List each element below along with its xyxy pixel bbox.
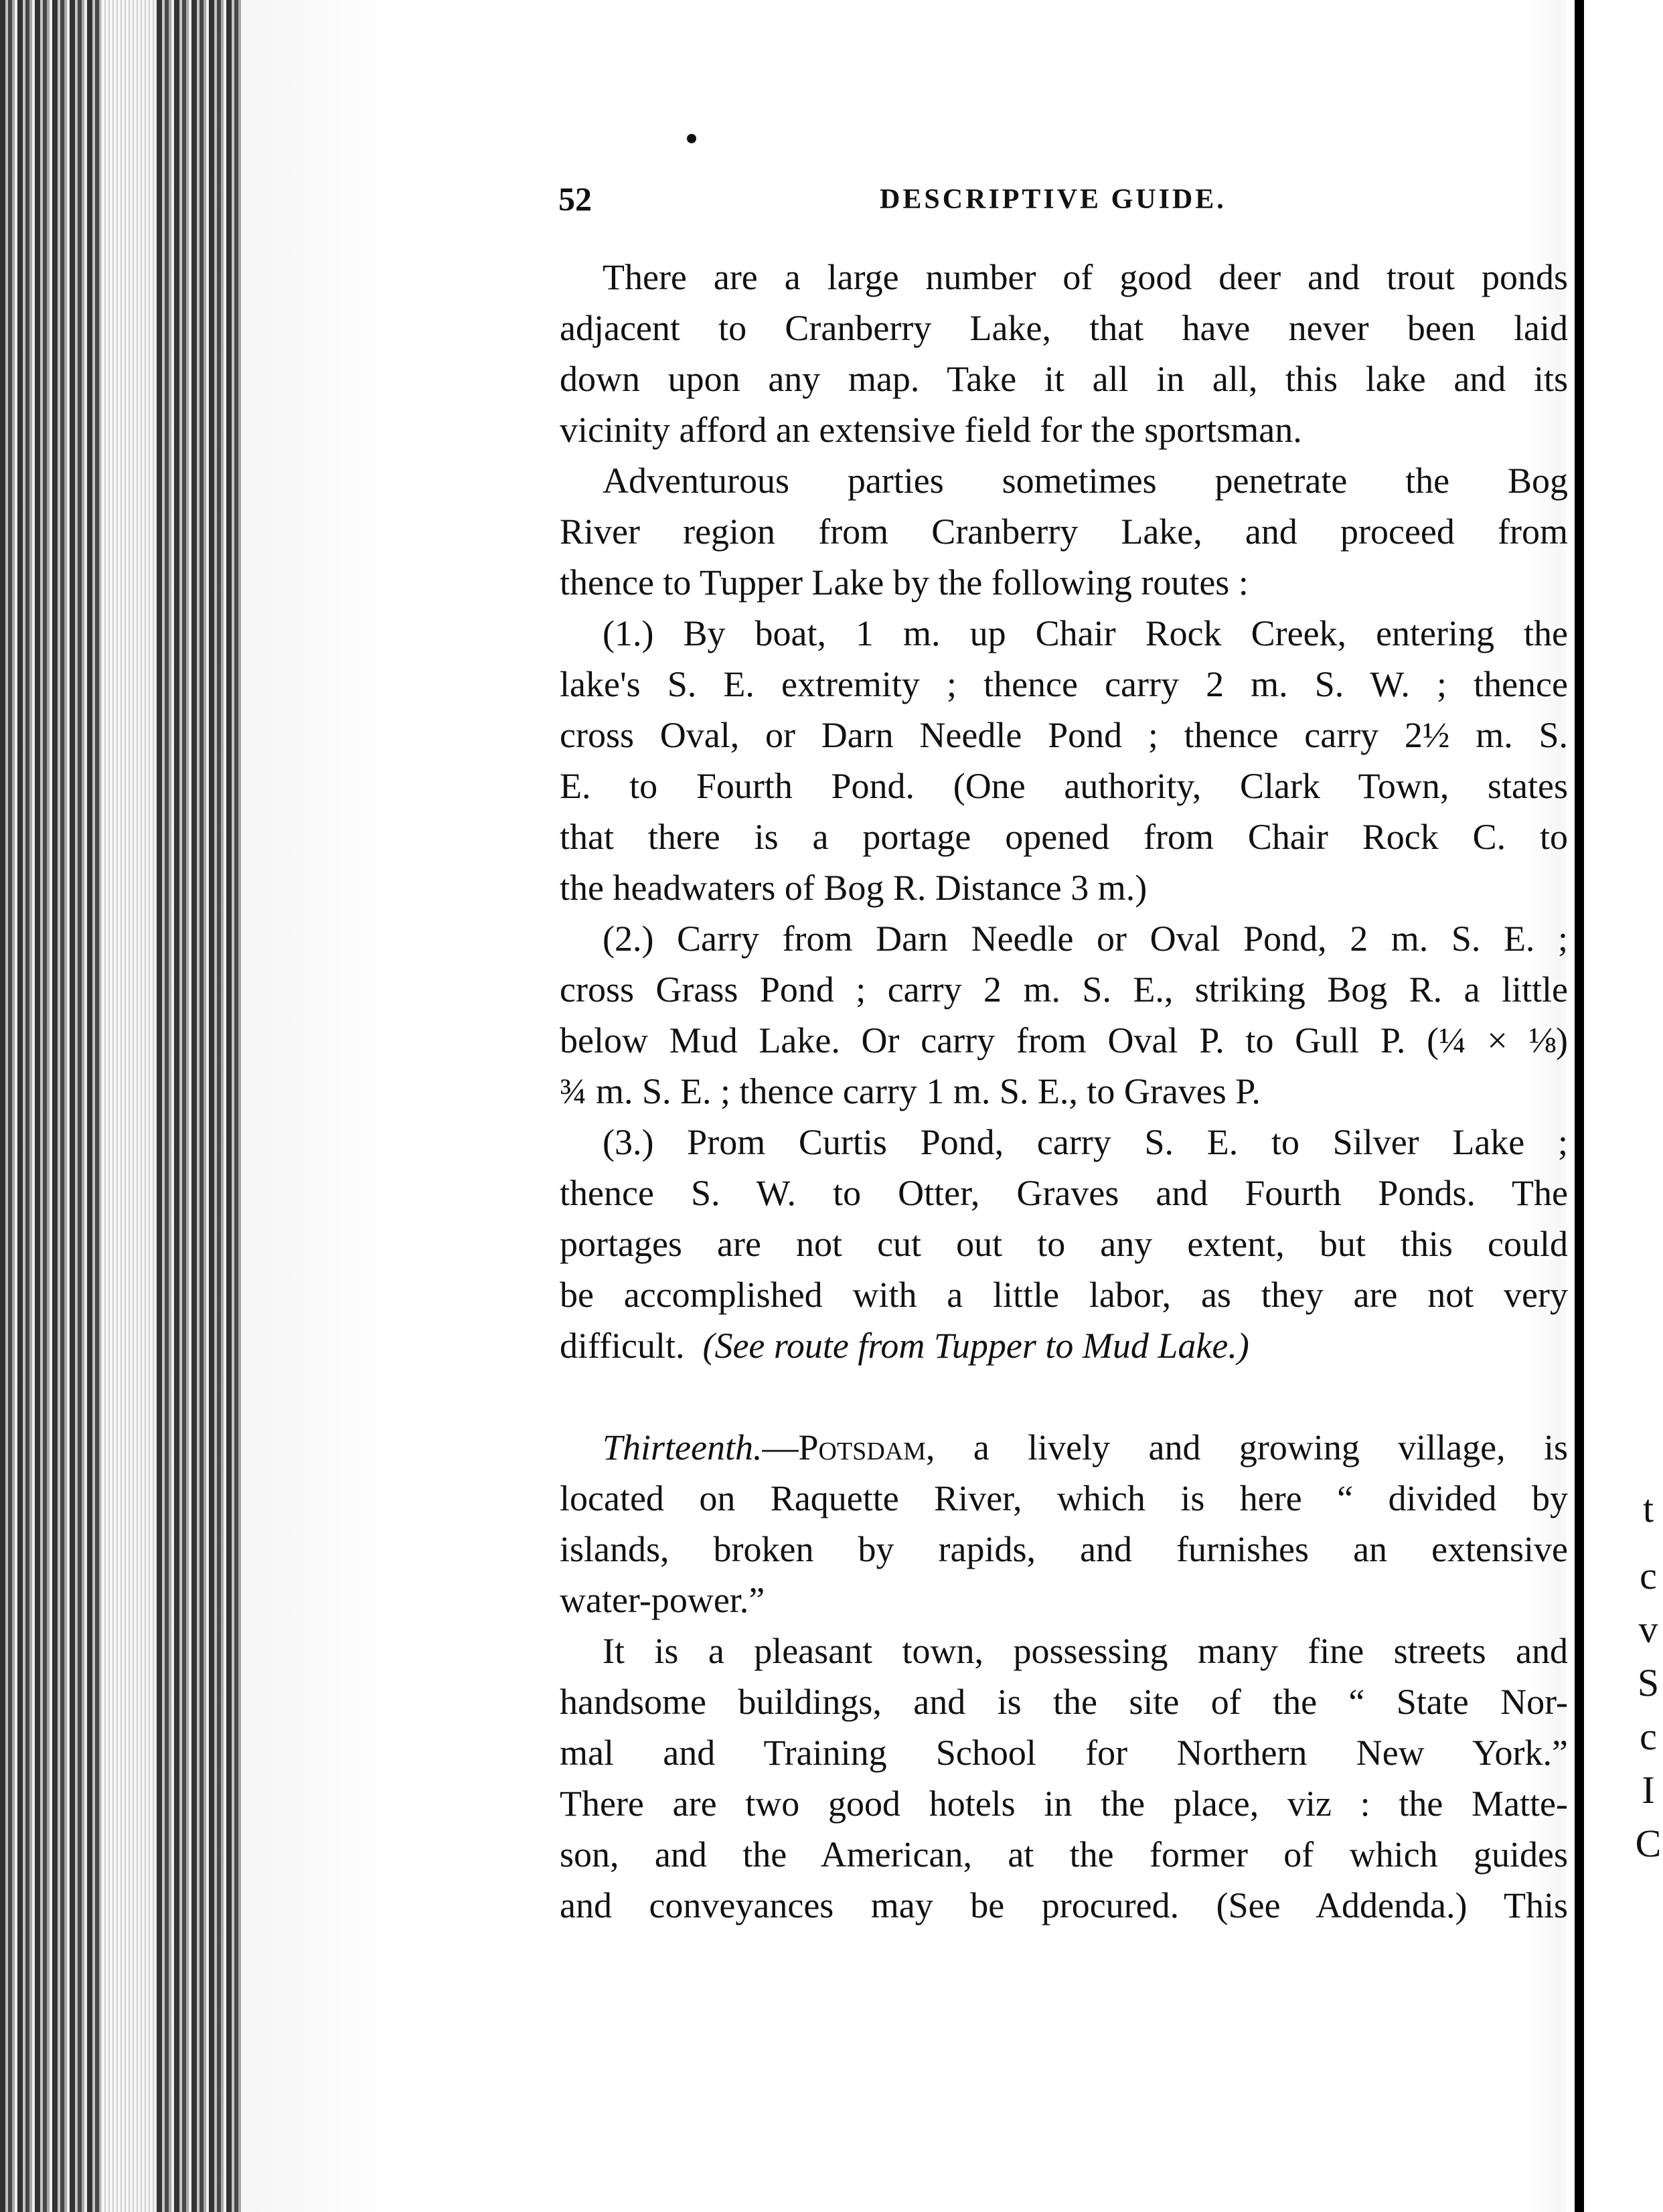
page-stack-edge — [100, 0, 154, 2212]
text-line: lake's S. E. extremity ; thence carry 2 m. S. W. ; thence — [560, 664, 1568, 704]
page-number: 52 — [558, 180, 592, 218]
facing-page-fragment: c — [1640, 1554, 1657, 1597]
text-line: (2.) Carry from Darn Needle or Oval Pond, 2 m. S. E. ; — [603, 919, 1568, 959]
text-line: mal and Training School for Northern New York.” — [560, 1733, 1568, 1773]
text-line: thence S. W. to Otter, Graves and Fourth Ponds. The — [560, 1173, 1568, 1213]
text-line: located on Raquette River, which is here “ divided by — [560, 1478, 1568, 1518]
em-dash: — — [762, 1427, 799, 1468]
facing-page-fragment: S — [1637, 1661, 1660, 1705]
text-line: son, and the American, at the former of which guides — [560, 1834, 1568, 1875]
facing-page-fragment: C — [1635, 1822, 1662, 1865]
place-name: Potsdam — [798, 1427, 926, 1468]
text-line: (1.) By boat, 1 m. up Chair Rock Creek, entering the — [603, 613, 1568, 653]
text-line: down upon any map. Take it all in all, this lake and its — [560, 359, 1568, 399]
section-gap — [560, 1371, 1568, 1422]
ink-speck — [687, 134, 696, 143]
text-line: E. to Fourth Pond. (One authority, Clark Town, states — [560, 766, 1568, 806]
text-line: islands, broken by rapids, and furnishes an extensive — [560, 1529, 1568, 1569]
text-line: It is a pleasant town, possessing many fine streets and — [603, 1631, 1568, 1671]
cross-reference: (See route from Tupper to Mud Lake.) — [702, 1326, 1249, 1366]
text-line — [560, 1320, 1568, 1371]
text-line: water-power.” — [560, 1580, 765, 1620]
text-line: be accomplished with a little labor, as they are not very — [560, 1275, 1568, 1315]
facing-page-gutter — [1575, 0, 1584, 2212]
page-header — [558, 179, 1516, 233]
text-line: thence to Tupper Lake by the following routes : — [560, 562, 1249, 603]
section-heading: Thirteenth. — [603, 1427, 763, 1468]
text-line: vicinity afford an extensive field for the sportsman. — [560, 410, 1302, 450]
text-line: cross Grass Pond ; carry 2 m. S. E., striking Bog R. a little — [560, 969, 1568, 1010]
text-line: cross Oval, or Darn Needle Pond ; thence carry 2½ m. S. — [560, 715, 1568, 755]
running-head: DESCRIPTIVE GUIDE. — [880, 184, 1226, 215]
text-fragment: difficult. — [560, 1326, 685, 1366]
body-text — [560, 252, 1568, 1931]
text-line: that there is a portage opened from Chair Rock C. to — [560, 817, 1568, 857]
text-line: adjacent to Cranberry Lake, that have never been laid — [560, 308, 1568, 348]
text-line: There are a large number of good deer and trout ponds — [603, 257, 1568, 297]
facing-page-fragment: c — [1640, 1715, 1657, 1758]
text-line: handsome buildings, and is the site of the “ State Nor- — [560, 1682, 1568, 1722]
text-line: River region from Cranberry Lake, and proceed from — [560, 511, 1568, 552]
text-line: There are two good hotels in the place, viz : the Matte- — [560, 1784, 1568, 1824]
text-line: (3.) Prom Curtis Pond, carry S. E. to Silver Lake ; — [603, 1122, 1568, 1162]
facing-page-fragment: I — [1642, 1768, 1655, 1812]
facing-page-fragment: t — [1642, 1487, 1654, 1530]
text-line: Adventurous parties sometimes penetrate the Bog — [603, 461, 1568, 501]
text-line: and conveyances may be procured. (See Addenda.) This — [560, 1885, 1568, 1925]
text-line: the headwaters of Bog R. Distance 3 m.) — [560, 868, 1147, 908]
section-opening-line — [560, 1422, 1568, 1473]
text-line: below Mud Lake. Or carry from Oval P. to Gull P. (¼ × ⅛) — [560, 1020, 1568, 1060]
text-line: portages are not cut out to any extent, but this could — [560, 1224, 1568, 1264]
facing-page-fragment: v — [1638, 1607, 1658, 1651]
text-line: ¾ m. S. E. ; thence carry 1 m. S. E., to Graves P. — [560, 1071, 1261, 1111]
text-fragment: , a lively and growing village, is — [926, 1427, 1568, 1468]
